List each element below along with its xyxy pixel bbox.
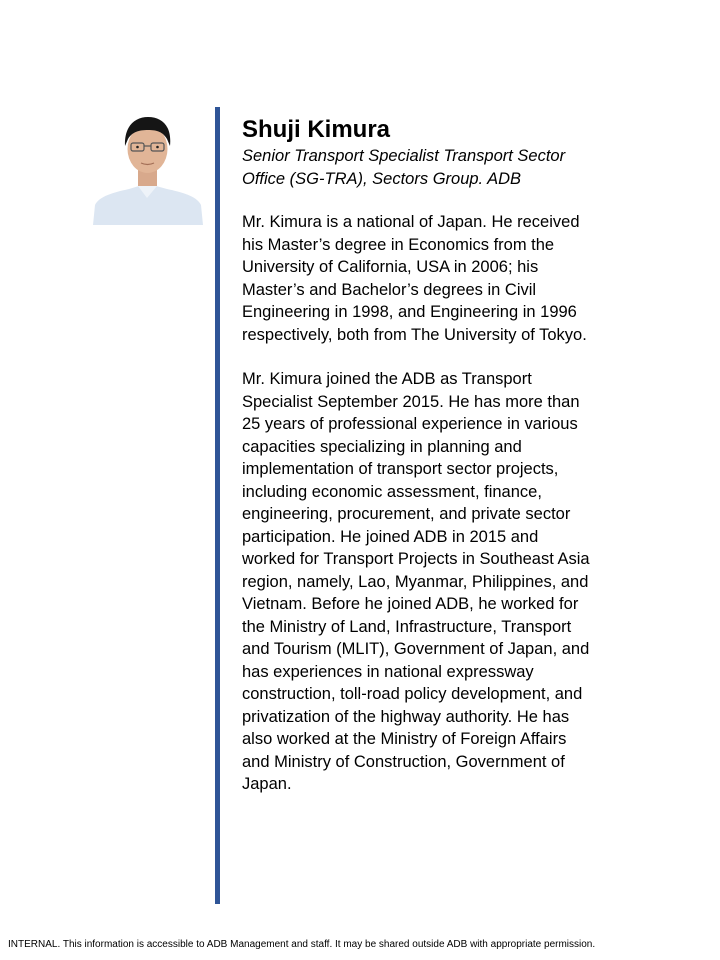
profile-content [242, 114, 592, 818]
profile-photo [91, 112, 204, 225]
profile-name: Shuji Kimura [242, 116, 391, 143]
portrait-image [91, 112, 204, 225]
accent-bar [215, 107, 220, 904]
footer-notice: INTERNAL. This information is accessible to ADB Management and staff. It may be shared outside ADB with appropriate permission. [8, 939, 596, 950]
profile-title: Senior Transport Specialist Transport Sector Office (SG-TRA), Sectors Group. ADB [242, 147, 566, 188]
bio-paragraph-education: Mr. Kimura is a national of Japan. He received his Master’s degree in Economics from the University of California, USA in 2006; his Master’s and Bachelor’s degrees in Civil Engineering in 1998, and Engineering in 1996 respectively, both from The University of Tokyo. [242, 213, 587, 344]
bio-paragraph-career: Mr. Kimura joined the ADB as Transport Specialist September 2015. He has more than 25 years of professional experience in various capacities specializing in planning and implementation of transport sector projects, including economic assessment, finance, engineering, procurement, and private sector participation. He joined ADB in 2015 and worked for Transport Projects in Southeast Asia region, namely, Lao, Myanmar, Philippines, and Vietnam. Before he joined ADB, he worked for the Ministry of Land, Infrastructure, Transport and Tourism (MLIT), Government of Japan, and has experiences in national expressway construction, toll-road policy development, and privatization of the highway authority. He has also worked at the Ministry of Foreign Affairs and Ministry of Construction, Government of Japan. [242, 370, 590, 793]
